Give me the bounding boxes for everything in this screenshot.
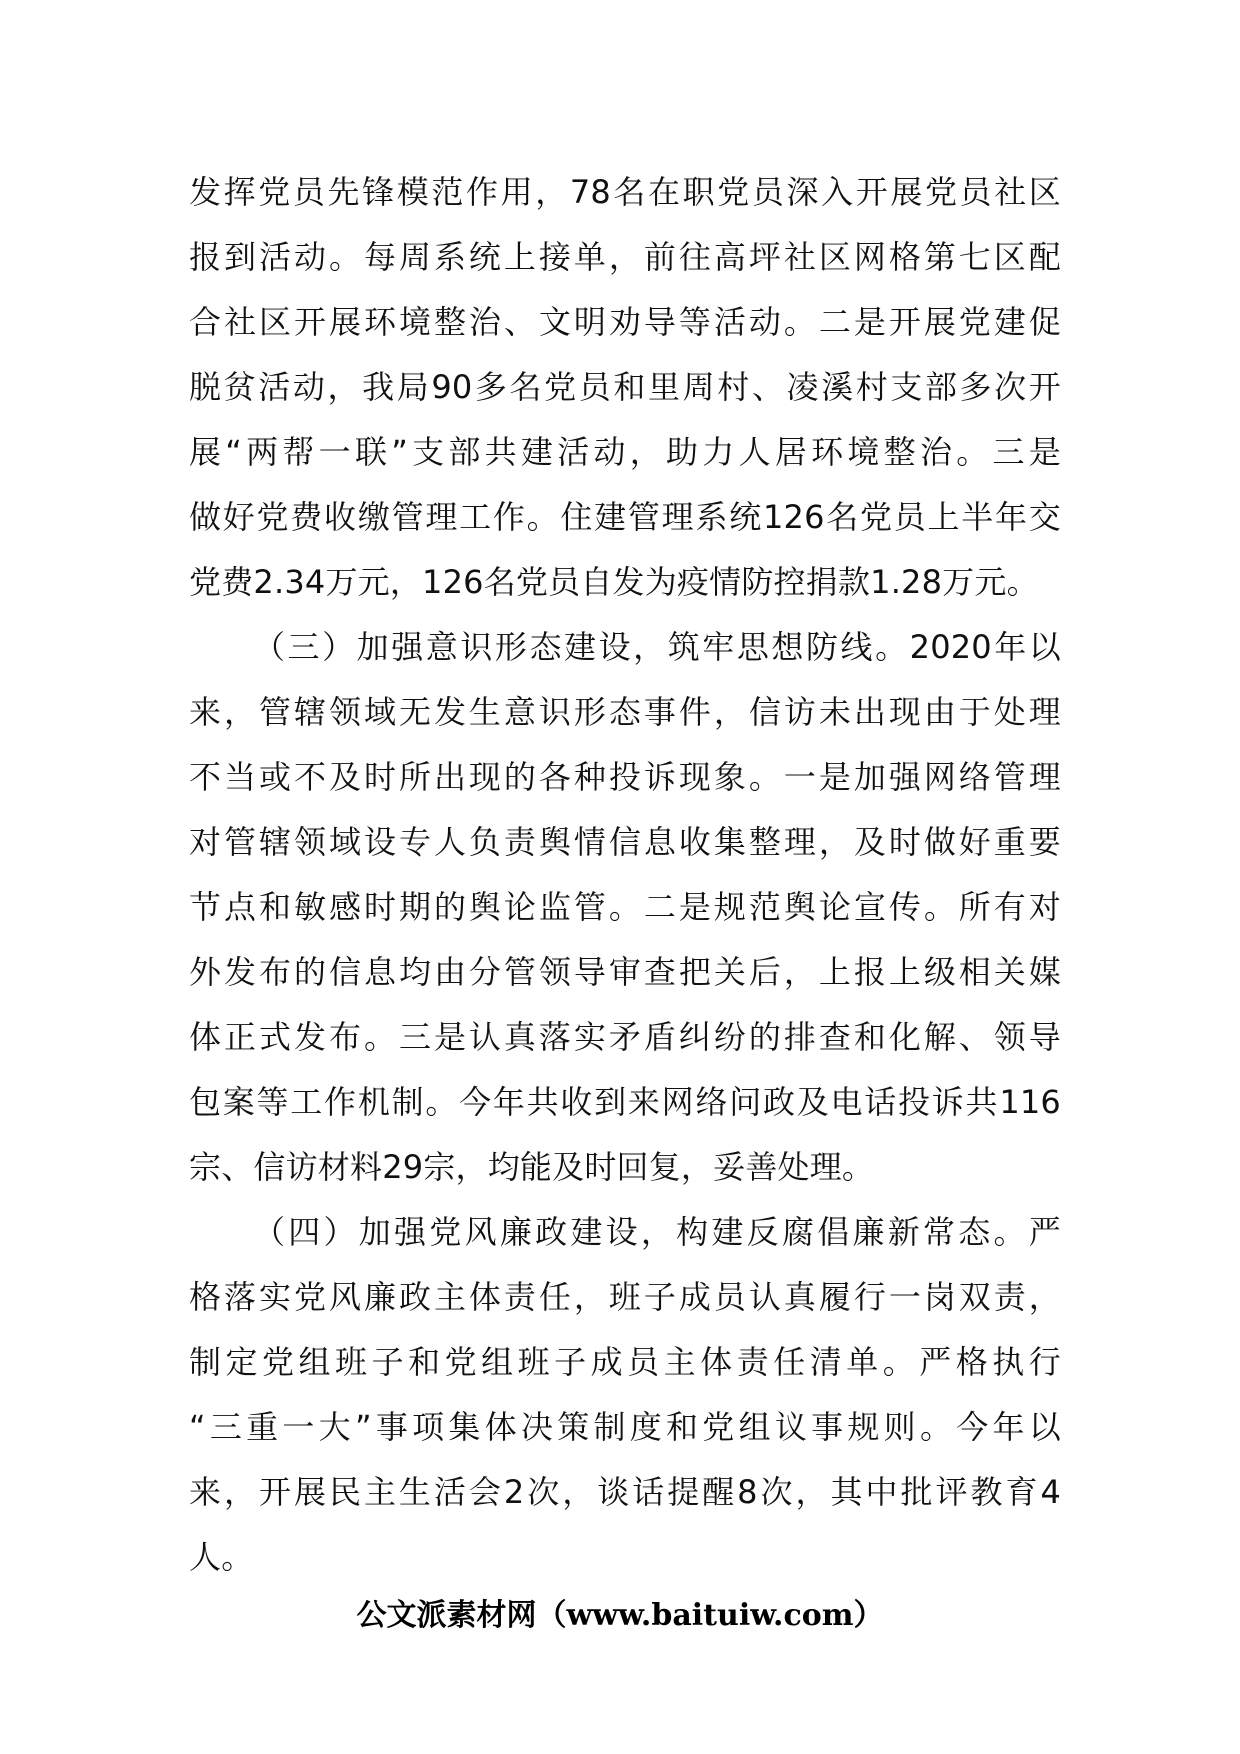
text-line: 人。 <box>189 1538 254 1576</box>
text-line: 来，管辖领域无发生意识形态事件，信访未出现由于处理 <box>189 693 1061 731</box>
text-line: 展“两帮一联”支部共建活动，助力人居环境整治。三是 <box>189 433 1061 471</box>
text-line: （四）加强党风廉政建设，构建反腐倡廉新常态。严 <box>253 1213 1061 1251</box>
text-line: “三重一大”事项集体决策制度和党组议事规则。今年以 <box>189 1408 1061 1446</box>
text-line: 党费2.34万元，126名党员自发为疫情防控捐款1.28万元。 <box>189 563 1039 601</box>
footer-watermark: 公文派素材网（www.baituiw.com） <box>356 1598 884 1633</box>
text-line: 格落实党风廉政主体责任，班子成员认真履行一岗双责， <box>189 1278 1061 1316</box>
text-line: 节点和敏感时期的舆论监管。二是规范舆论宣传。所有对 <box>189 888 1061 926</box>
body-text <box>189 160 1061 1590</box>
text-line: 包案等工作机制。今年共收到来网络问政及电话投诉共116 <box>189 1083 1061 1121</box>
text-line: 宗、信访材料29宗，均能及时回复，妥善处理。 <box>189 1148 875 1186</box>
text-line: 制定党组班子和党组班子成员主体责任清单。严格执行 <box>189 1343 1061 1381</box>
text-line: 脱贫活动，我局90多名党员和里周村、凌溪村支部多次开 <box>189 368 1061 406</box>
text-line: 体正式发布。三是认真落实矛盾纠纷的排查和化解、领导 <box>189 1018 1061 1056</box>
text-line: 外发布的信息均由分管领导审查把关后，上报上级相关媒 <box>189 953 1061 991</box>
text-line: 对管辖领域设专人负责舆情信息收集整理，及时做好重要 <box>189 823 1061 861</box>
text-line: 做好党费收缴管理工作。住建管理系统126名党员上半年交 <box>189 498 1061 536</box>
text-line: 报到活动。每周系统上接单，前往高坪社区网格第七区配 <box>189 238 1061 276</box>
text-line: 不当或不及时所出现的各种投诉现象。一是加强网络管理 <box>189 758 1061 796</box>
text-line: 发挥党员先锋模范作用，78名在职党员深入开展党员社区 <box>189 173 1061 211</box>
text-line: 来，开展民主生活会2次，谈话提醒8次，其中批评教育4 <box>189 1473 1061 1511</box>
text-line: （三）加强意识形态建设，筑牢思想防线。2020年以 <box>253 628 1061 666</box>
text-line: 合社区开展环境整治、文明劝导等活动。二是开展党建促 <box>189 303 1061 341</box>
